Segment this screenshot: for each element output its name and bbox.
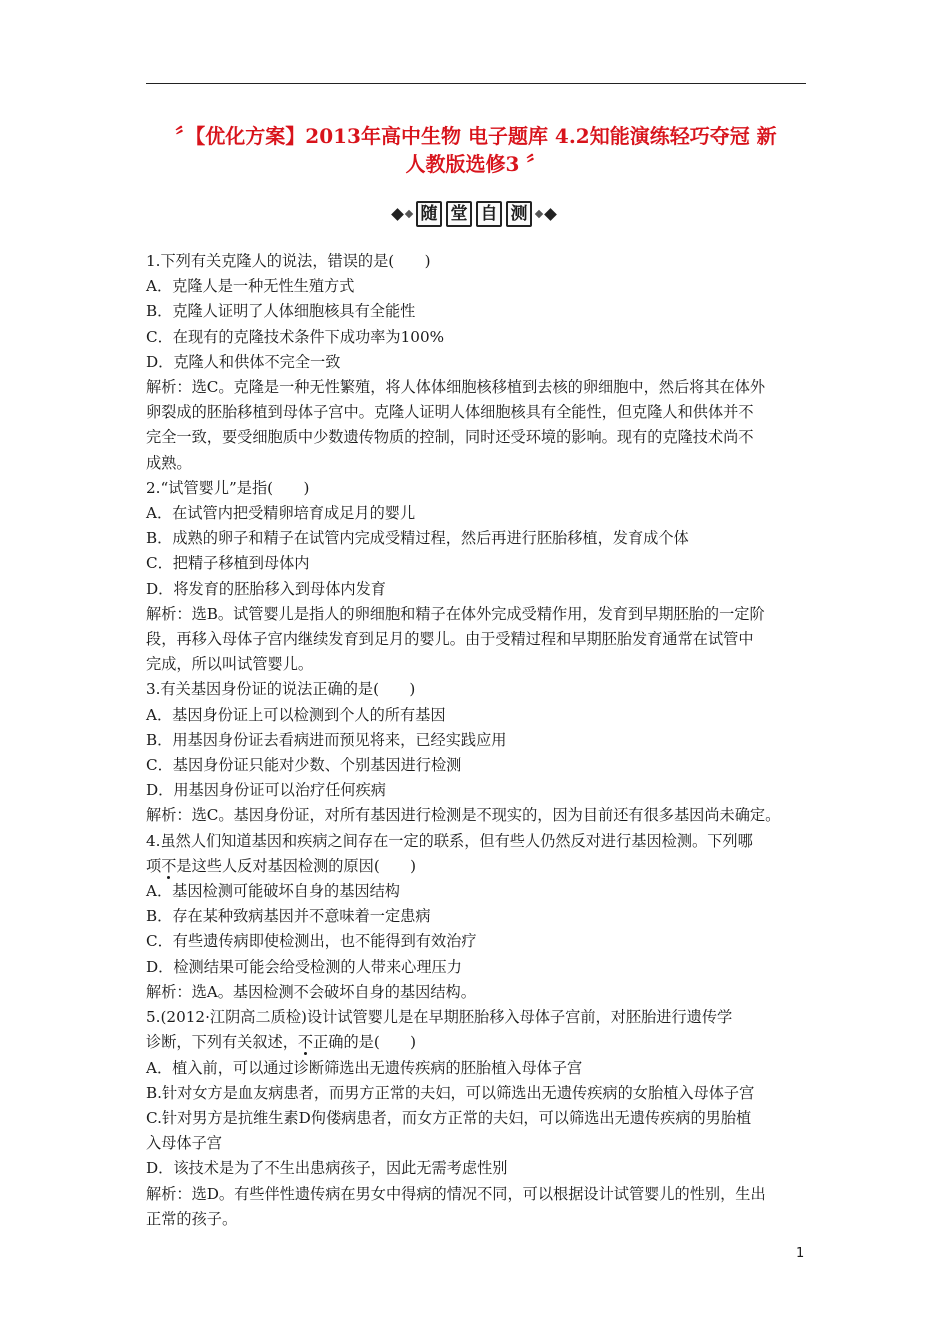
banner-char: 随	[416, 201, 442, 227]
option: B．成熟的卵子和精子在试管内完成受精过程，然后再进行胚胎移植，发育成个体	[146, 529, 689, 548]
option: A．在试管内把受精卵培育成足月的婴儿	[146, 504, 416, 523]
option: 入母体子宫	[146, 1134, 222, 1153]
option: A．植入前，可以通过诊断筛选出无遗传疾病的胚胎植入母体子宫	[146, 1058, 583, 1077]
analysis-line: 解析：选B。试管婴儿是指人的卵细胞和精子在体外完成受精作用，发育到早期胚胎的一定阶	[146, 604, 765, 623]
banner-char: 自	[476, 201, 502, 227]
analysis-line: 解析：选C。基因身份证，对所有基因进行检测是不现实的，因为目前还有很多基因尚未确定。	[146, 806, 781, 825]
question-stem: 5.(2012·江阴高二质检)设计试管婴儿是在早期胚胎移入母体子宫前，对胚胎进行遗传学	[146, 1008, 733, 1027]
analysis-line: 完成，所以叫试管婴儿。	[146, 655, 314, 674]
questions-body	[146, 249, 818, 1232]
analysis-line: 解析：选A。基因检测不会破坏自身的基因结构。	[146, 982, 476, 1001]
emphasis-char: 不	[297, 1033, 314, 1052]
stem-text: 诊断，下列有关叙述，	[146, 1033, 298, 1052]
banner-char: 测	[506, 201, 532, 227]
option: C．把精子移植到母体内	[146, 554, 310, 573]
banner-char: 堂	[446, 201, 472, 227]
analysis-line: 卵裂成的胚胎移植到母体子宫中。克隆人证明人体细胞核具有全能性，但克隆人和供体并不	[146, 403, 754, 422]
emphasis-char: 不	[161, 856, 177, 875]
option: C．在现有的克隆技术条件下成功率为100%	[146, 327, 445, 346]
analysis-line: 正常的孩子。	[146, 1209, 238, 1228]
option: A．基因检测可能破坏自身的基因结构	[146, 882, 400, 901]
option: C．基因身份证只能对少数、个别基因进行检测	[146, 756, 462, 775]
document-title	[140, 122, 812, 178]
option: B．存在某种致病基因并不意味着一定患病	[146, 907, 431, 926]
analysis-line: 段，再移入母体子宫内继续发育到足月的婴儿。由于受精过程和早期胚胎发育通常在试管中	[146, 630, 754, 649]
option: C.针对男方是抗维生素D佝偻病患者，而女方正常的夫妇，可以筛选出无遗传疾病的男胎植	[146, 1108, 752, 1127]
option: B．用基因身份证去看病进而预见将来，已经实践应用	[146, 730, 507, 749]
analysis-line: 解析：选C。克隆是一种无性繁殖，将人体体细胞核移植到去核的卵细胞中，然后将其在体外	[146, 378, 766, 397]
diamond-icon	[391, 208, 404, 221]
option: D．该技术是为了不生出患病孩子，因此无需考虑性别	[146, 1159, 508, 1178]
stem-text: 项	[146, 856, 162, 875]
question-stem: 3.有关基因身份证的说法正确的是( )	[146, 680, 416, 699]
diamond-icon	[544, 208, 557, 221]
analysis-line: 成熟。	[146, 453, 192, 472]
option: D．检测结果可能会给受检测的人带来心理压力	[146, 957, 462, 976]
analysis-line: 解析：选D。有些伴性遗传病在男女中得病的情况不同，可以根据设计试管婴儿的性别，生出	[146, 1184, 766, 1203]
stem-text: 正确的是( )	[313, 1033, 417, 1052]
option: D．用基因身份证可以治疗任何疾病	[146, 781, 386, 800]
option: B．克隆人证明了人体细胞核具有全能性	[146, 302, 416, 321]
section-banner	[374, 201, 574, 227]
option: D．克隆人和供体不完全一致	[146, 352, 341, 371]
question-stem-cont	[146, 854, 818, 879]
option: A．基因身份证上可以检测到个人的所有基因	[146, 705, 446, 724]
option: D．将发育的胚胎移入到母体内发育	[146, 579, 386, 598]
title-line-2: 人教版选修3 〞	[405, 152, 547, 176]
question-stem: 4.虽然人们知道基因和疾病之间存在一定的联系，但有些人仍然反对进行基因检测。下列哪	[146, 831, 753, 850]
question-stem: 1.下列有关克隆人的说法，错误的是( )	[146, 252, 431, 270]
page-number: 1	[796, 1246, 805, 1261]
option: C．有些遗传病即使检测出，也不能得到有效治疗	[146, 932, 477, 951]
option: A．克隆人是一种无性生殖方式	[146, 277, 355, 296]
question-stem: 2.“试管婴儿”是指( )	[146, 478, 310, 497]
diamond-icon	[405, 210, 413, 218]
question-stem-cont	[146, 1030, 818, 1055]
stem-text: 是这些人反对基因检测的原因( )	[176, 856, 417, 875]
top-rule	[146, 83, 806, 84]
diamond-icon	[535, 210, 543, 218]
analysis-line: 完全一致，要受细胞质中少数遗传物质的控制，同时还受环境的影响。现有的克隆技术尚不	[146, 428, 754, 447]
title-line-1: 〞【优化方案】2013年高中生物 电子题库 4.2知能演练轻巧夺冠 新	[175, 124, 777, 148]
option: B.针对女方是血友病患者，而男方正常的夫妇，可以筛选出无遗传疾病的女胎植入母体子宫	[146, 1083, 755, 1102]
